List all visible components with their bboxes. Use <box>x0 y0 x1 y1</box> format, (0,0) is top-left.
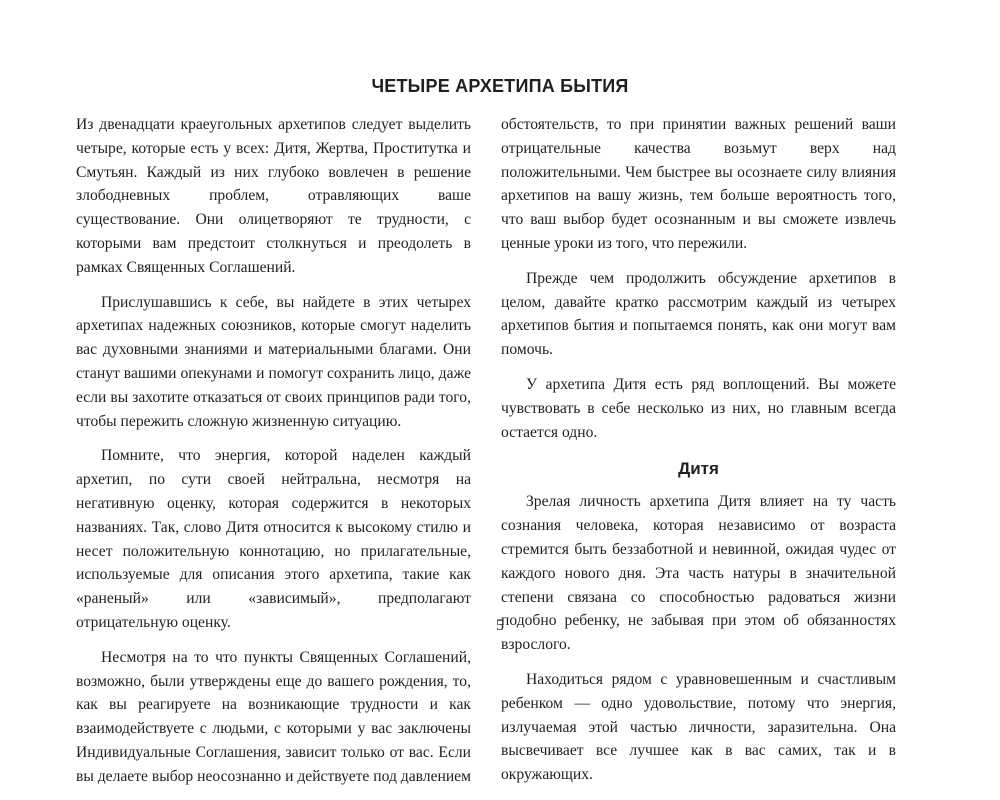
paragraph: Прислушавшись к себе, вы найдете в этих четырех архетипах надежных союзников, которые смогут наделить вас духовными знаниями и материальными благами. Они станут вашими опекунами и помогут сохранить лицо, даже если вы захотите отказаться от своих принципов ради того, чтобы пережить сложную жизненную ситуацию. <box>76 293 471 430</box>
paragraph: Из двенадцати краеугольных архетипов следует выделить четыре, которые есть у всех: Дитя, Жертва, Проститутка и Смутьян. Каждый из них глубоко вовлечен в решение злободневных проблем, отравляющих ваше существование. Они олицетворяют те трудности, с которыми вам предстоит столкнуться и преодолеть в рамках Священных Соглашений. <box>76 116 471 276</box>
left-column <box>76 113 471 800</box>
paragraph: обстоятельств, то при принятии важных решений ваши отрицательные качества возьмут верх над положительными. Чем быстрее вы осознаете силу влияния архетипов на вашу жизнь, тем больше вероятность того, что ваш выбор будет осознанным и вы сможете извлечь ценные уроки из того, что пережили. <box>501 116 896 252</box>
paragraph: Помните, что энергия, которой наделен каждый архетип, по сути своей нейтральна, несмотря на негативную оценку, которая содержится в некоторых названиях. Так, слово Дитя относится к высокому стилю и несет положительную коннотацию, но прилагательные, используемые для описания этого архетипа, такие как «раненый» или «зависимый», предполагают отрицательную оценку. <box>76 447 471 631</box>
paragraph: Зрелая личность архетипа Дитя влияет на ту часть сознания человека, которая независимо от возраста стремится быть беззаботной и невинной, ожидая чудес от каждого нового дня. Эта часть натуры в значительной степени связана со способностью радоваться жизни подобно ребенку, не забывая при этом об обязанностях взрослого. <box>501 493 896 654</box>
page-number: 5 <box>496 617 504 634</box>
chapter-title: ЧЕТЫРЕ АРХЕТИПА БЫТИЯ <box>371 76 629 96</box>
right-column <box>501 113 896 798</box>
paragraph: Несмотря на то что пункты Священных Соглашений, возможно, были утверждены еще до вашего рождения, то, как вы реагируете на возникающие трудности и как взаимодействуете с людьми, с которыми у вас заключены Индивидуальные Соглашения, зависит только от вас. Если вы делаете выбор неосознанно и действуете под давлением <box>76 648 471 785</box>
paragraph: У архетипа Дитя есть ряд воплощений. Вы можете чувствовать в себе несколько из них, но главным всегда остается одно. <box>501 375 896 441</box>
paragraph: Находиться рядом с уравновешенным и счастливым ребенком — одно удовольствие, потому что энергия, излучаемая этой частью личности, заразительна. Она высвечивает все лучшее как в вас самих, так и в окружающих. <box>501 670 896 784</box>
section-subheading: Дитя <box>678 459 719 479</box>
paragraph: Прежде чем продолжить обсуждение архетипов в целом, давайте кратко рассмотрим каждый из четырех архетипов бытия и попытаемся понять, как они могут вам помочь. <box>501 269 896 359</box>
